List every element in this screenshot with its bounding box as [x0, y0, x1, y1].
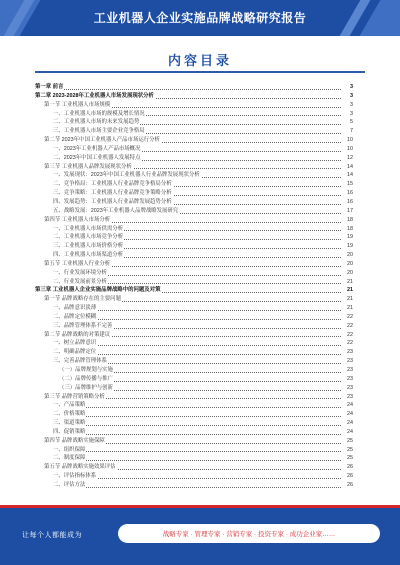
toc-page-number: 23 — [341, 357, 353, 366]
toc-page-number: 22 — [341, 339, 353, 348]
page-header — [0, 0, 400, 36]
toc-page-number: 24 — [341, 410, 353, 419]
toc-page-number: 21 — [341, 295, 353, 304]
toc-page-number: 23 — [341, 375, 353, 384]
toc-section[interactable] — [35, 260, 353, 269]
toc-subsection[interactable] — [35, 110, 353, 119]
toc-page-number: 3 — [341, 110, 353, 119]
table-of-contents — [35, 83, 353, 490]
toc-page-number: 24 — [341, 419, 353, 428]
toc-subsection[interactable] — [35, 189, 353, 198]
toc-subsection[interactable] — [35, 313, 353, 322]
toc-page-number: 3 — [341, 92, 353, 101]
toc-section[interactable] — [35, 136, 353, 145]
footer-slogan-box — [118, 524, 380, 543]
toc-page-number: 21 — [341, 278, 353, 287]
toc-entry-text: 四、工业机器人市场渠道分析 — [35, 252, 124, 258]
toc-page-number: 7 — [341, 127, 353, 136]
toc-subsection[interactable] — [35, 348, 353, 357]
toc-subsection[interactable] — [35, 304, 353, 313]
toc-page-number: 22 — [341, 313, 353, 322]
toc-entry-text: 第五节 品牌战略实施效果评估 — [35, 464, 117, 470]
toc-page-number: 14 — [341, 163, 353, 172]
toc-entry-text: （三）品牌维护与创新 — [35, 385, 114, 391]
toc-entry-text: 二、价格策略 — [35, 411, 86, 417]
toc-heading-rule — [35, 71, 365, 73]
toc-entry-text: 二、制度保障 — [35, 455, 86, 461]
toc-subsection[interactable] — [35, 322, 353, 331]
toc-page-number: 25 — [341, 446, 353, 455]
toc-page-number: 22 — [341, 322, 353, 331]
toc-subsection[interactable] — [35, 127, 353, 136]
toc-subsection[interactable] — [35, 366, 353, 375]
toc-subsection[interactable] — [35, 375, 353, 384]
toc-page-number: 23 — [341, 348, 353, 357]
toc-subsection[interactable] — [35, 428, 353, 437]
toc-page-number: 25 — [341, 437, 353, 446]
toc-page-number: 19 — [341, 233, 353, 242]
toc-section[interactable] — [35, 295, 353, 304]
toc-section[interactable] — [35, 437, 353, 446]
toc-entry-text: 三、品牌管理体系不完善 — [35, 323, 113, 329]
toc-page-number: 23 — [341, 366, 353, 375]
toc-entry-text: （二）品牌传播与推广 — [35, 376, 114, 382]
toc-subsection[interactable] — [35, 472, 353, 481]
toc-entry-text: 一、评估指标体系 — [35, 473, 97, 479]
toc-entry-text: 二、工业机器人市场竞争分析 — [35, 234, 124, 240]
toc-entry-text: 四、发展趋势：工业机器人行业品牌发展趋势分析 — [35, 199, 173, 205]
toc-entry-text: 第五节 工业机器人行业分析 — [35, 261, 111, 267]
toc-chapter[interactable] — [35, 286, 353, 295]
toc-entry-text: 三、工业机器人市场价格分析 — [35, 243, 124, 249]
toc-entry-text: 四、促销策略 — [35, 429, 86, 435]
toc-page-number: 5 — [341, 118, 353, 127]
toc-page-number: 23 — [341, 393, 353, 402]
toc-subsection[interactable] — [35, 233, 353, 242]
toc-entry-text: 二、评估方法 — [35, 482, 86, 488]
toc-chapter[interactable] — [35, 92, 353, 101]
toc-page-number: 26 — [341, 472, 353, 481]
toc-subsection[interactable] — [35, 207, 353, 216]
toc-page-number: 12 — [341, 154, 353, 163]
toc-section[interactable] — [35, 101, 353, 110]
page-footer — [0, 505, 400, 565]
toc-page-number: 3 — [341, 101, 353, 110]
toc-entry-text: 第二节 品牌战略的对策建议 — [35, 332, 111, 338]
report-title: 工业机器人企业实施品牌战略研究报告 — [93, 11, 307, 25]
toc-page-number: 20 — [341, 269, 353, 278]
toc-subsection[interactable] — [35, 401, 353, 410]
toc-entry-text: 二、2023年中国工业机器人发展特点 — [35, 155, 141, 161]
toc-entry-text: 二、工业机器人市场的未来发展趋势 — [35, 119, 140, 125]
toc-entry-text: 第三节 品牌营销策略分析 — [35, 394, 106, 400]
toc-entry-text: 第二章 2023-2028年工业机器人市场发展现状分析 — [35, 92, 154, 99]
toc-page-number: 10 — [341, 145, 353, 154]
toc-subsection[interactable] — [35, 419, 353, 428]
toc-heading: 内容目录 — [167, 53, 232, 68]
toc-subsection[interactable] — [35, 410, 353, 419]
toc-entry-text: 三、工业机器人市场主要企业竞争格局 — [35, 128, 146, 134]
footer-tagline: 让每个人都能成为 — [22, 532, 82, 539]
toc-section[interactable] — [35, 393, 353, 402]
toc-subsection[interactable] — [35, 225, 353, 234]
toc-page-number: 24 — [341, 428, 353, 437]
toc-entry-text: （一）品牌规划与实施 — [35, 367, 114, 373]
toc-page-number: 15 — [341, 180, 353, 189]
toc-page-number: 16 — [341, 189, 353, 198]
toc-subsection[interactable] — [35, 171, 353, 180]
toc-subsection[interactable] — [35, 180, 353, 189]
footer-slogan: 战略专家 · 管理专家 · 营销专家 · 投资专家 · 成功企业家…… — [162, 531, 336, 538]
toc-page-number: 3 — [341, 83, 353, 92]
toc-entry-text: 第一节 工业机器人市场规模 — [35, 102, 111, 108]
toc-section[interactable] — [35, 163, 353, 172]
toc-subsection[interactable] — [35, 154, 353, 163]
toc-page-number: 20 — [341, 260, 353, 269]
toc-entry-text: 一、树立品牌意识 — [35, 340, 97, 346]
toc-subsection[interactable] — [35, 481, 353, 490]
footer-accent-band — [0, 505, 400, 508]
toc-subsection[interactable] — [35, 242, 353, 251]
toc-entry-text: 第三节 工业机器人品牌发展现状分析 — [35, 164, 133, 170]
toc-entry-text: 一、品牌意识淡薄 — [35, 305, 97, 311]
toc-subsection[interactable] — [35, 269, 353, 278]
toc-subsection[interactable] — [35, 339, 353, 348]
toc-entry-text: 五、战略发展：2023年工业机器人品牌战略发展研究 — [35, 208, 179, 214]
toc-subsection[interactable] — [35, 454, 353, 463]
toc-page-number: 16 — [341, 198, 353, 207]
toc-entry-text: 第四节 品牌战略实施保障 — [35, 438, 106, 444]
toc-section[interactable] — [35, 331, 353, 340]
toc-entry-text: 三、竞争策略：工业机器人行业品牌竞争策略分析 — [35, 190, 173, 196]
toc-entry-text: 一、2023年工业机器人产品市场概况 — [35, 146, 141, 152]
toc-entry-text: 第四节 工业机器人市场分析 — [35, 217, 111, 223]
toc-subsection[interactable] — [35, 357, 353, 366]
toc-entry-text: 二、品牌定位模糊 — [35, 314, 97, 320]
toc-page-number: 21 — [341, 286, 353, 295]
toc-entry-text: 三、完善品牌管理体系 — [35, 358, 108, 364]
toc-section[interactable] — [35, 216, 353, 225]
toc-entry-text: 二、行业发展前景分析 — [35, 279, 108, 285]
toc-page-number: 20 — [341, 251, 353, 260]
toc-entry-text: 第二节 2023年中国工业机器人产品市场运行分析 — [35, 137, 161, 143]
toc-subsection[interactable] — [35, 446, 353, 455]
toc-subsection[interactable] — [35, 384, 353, 393]
toc-page-number: 25 — [341, 454, 353, 463]
toc-chapter[interactable] — [35, 83, 353, 92]
toc-page-number: 18 — [341, 225, 353, 234]
toc-entry-text: 一、工业机器人市场供需分析 — [35, 226, 124, 232]
toc-entry-text: 三、渠道策略 — [35, 420, 86, 426]
toc-page-number: 17 — [341, 207, 353, 216]
toc-page-number: 24 — [341, 401, 353, 410]
toc-page-number: 26 — [341, 463, 353, 472]
toc-entry-text: 二、明确品牌定位 — [35, 349, 97, 355]
toc-page-number: 26 — [341, 481, 353, 490]
toc-entry-text: 第三章 工业机器人企业实施品牌战略中的问题及对策 — [35, 287, 161, 294]
toc-subsection[interactable] — [35, 198, 353, 207]
toc-entry-text: 一、工业机器人市场的规模及增长情况 — [35, 111, 146, 117]
toc-entry-text: 一、发展现状：2023年中国工业机器人行业品牌发展现状分析 — [35, 172, 201, 178]
toc-entry-text: 一、组织保障 — [35, 447, 86, 453]
toc-page-number: 18 — [341, 216, 353, 225]
toc-subsection[interactable] — [35, 251, 353, 260]
toc-page-number: 10 — [341, 136, 353, 145]
toc-page-number: 14 — [341, 171, 353, 180]
toc-leader-dots — [35, 89, 341, 90]
toc-page-number: 22 — [341, 331, 353, 340]
toc-subsection[interactable] — [35, 145, 353, 154]
toc-entry-text: 第一章 前言 — [35, 84, 64, 90]
toc-entry-text: 一、产品策略 — [35, 402, 86, 408]
toc-subsection[interactable] — [35, 278, 353, 287]
toc-entry-text: 二、竞争格局：工业机器人行业品牌竞争格局分析 — [35, 181, 173, 187]
toc-page-number: 21 — [341, 304, 353, 313]
toc-page-number: 23 — [341, 384, 353, 393]
toc-entry-text: 第一节 品牌战略存在的主要问题 — [35, 296, 122, 302]
toc-page-number: 19 — [341, 242, 353, 251]
toc-section[interactable] — [35, 463, 353, 472]
toc-subsection[interactable] — [35, 118, 353, 127]
toc-entry-text: 一、行业发展环境分析 — [35, 270, 108, 276]
